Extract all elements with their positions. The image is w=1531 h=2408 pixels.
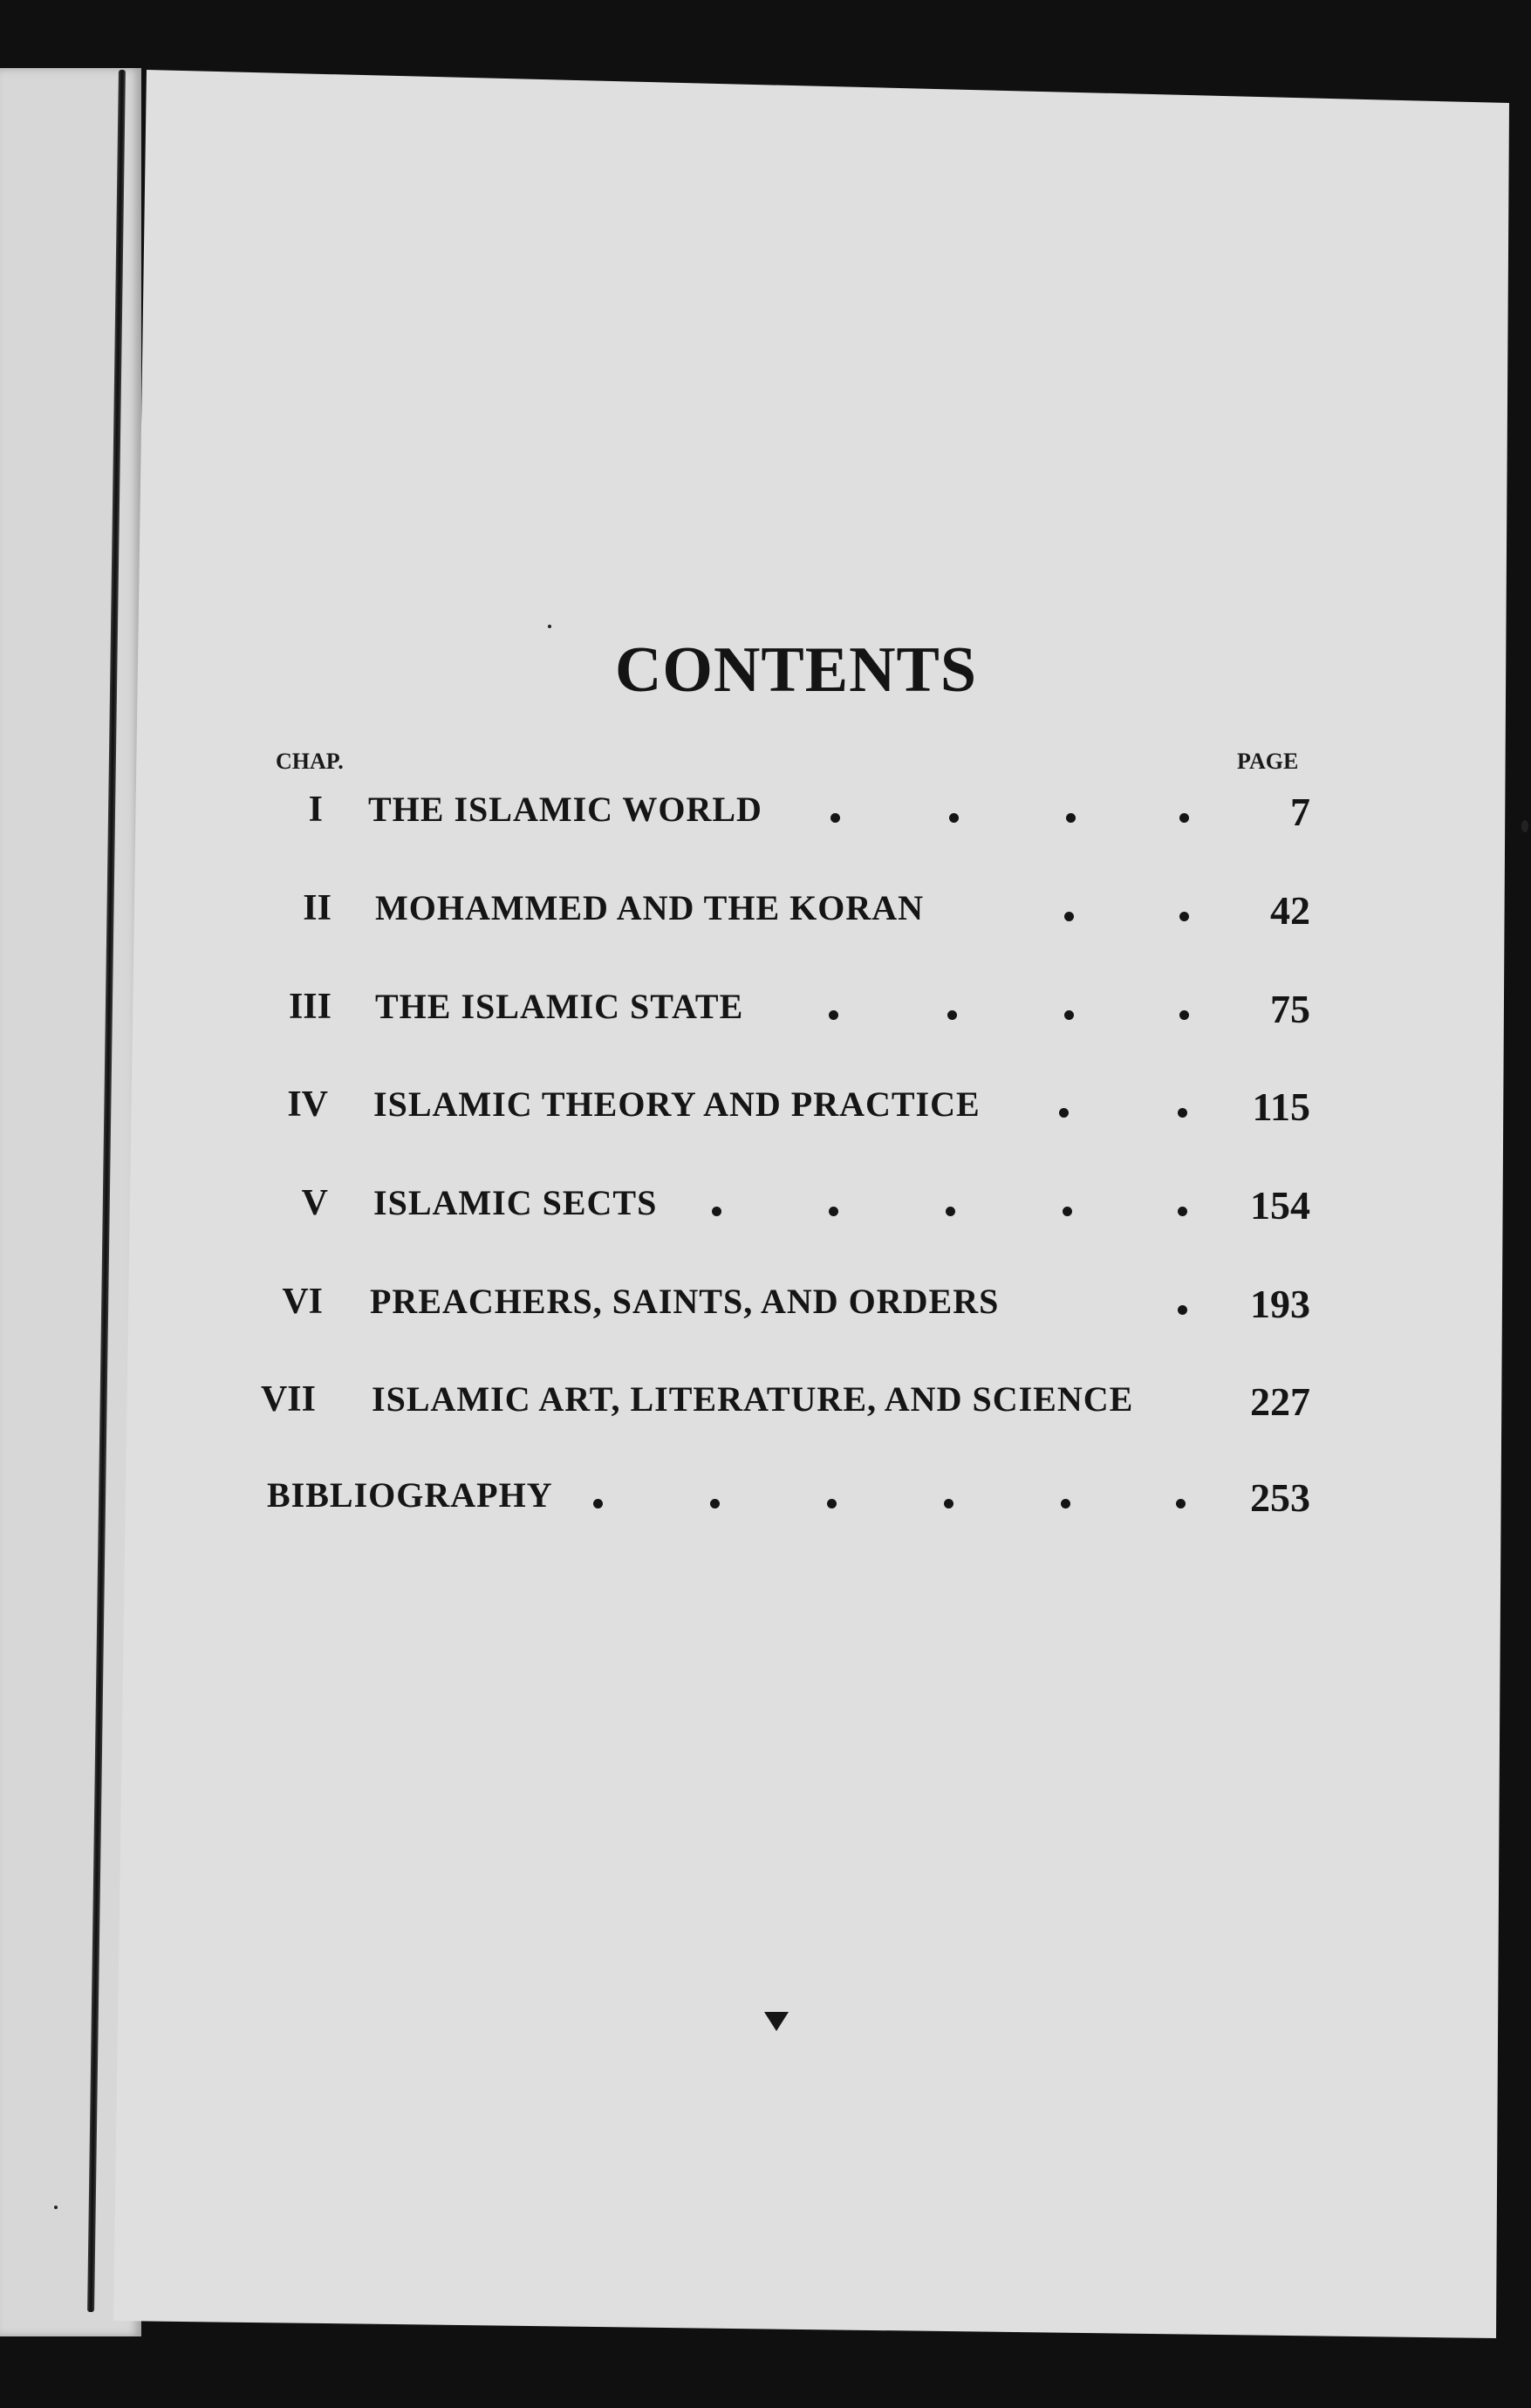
- bibliography-title: BIBLIOGRAPHY: [267, 1475, 553, 1515]
- scan-speck: [54, 2206, 58, 2209]
- leader-dot: [710, 1499, 720, 1508]
- toc-entry-5: [0, 1182, 1531, 1235]
- toc-entry-7: [0, 1378, 1531, 1431]
- chapter-title: ISLAMIC ART, LITERATURE, AND SCIENCE: [372, 1379, 1134, 1419]
- leader-dot: [827, 1499, 837, 1508]
- chapter-title: PREACHERS, SAINTS, AND ORDERS: [370, 1282, 1000, 1321]
- page-number: 42: [1270, 888, 1310, 933]
- chapter-number: II: [303, 888, 331, 928]
- chapter-number: V: [301, 1183, 328, 1223]
- page-number: 253: [1250, 1475, 1310, 1520]
- scan-speck: [548, 625, 551, 628]
- leader-dot: [1059, 1108, 1069, 1118]
- chapter-title: ISLAMIC SECTS: [373, 1183, 658, 1222]
- leader-dot: [1178, 1108, 1187, 1118]
- chapter-title: THE ISLAMIC STATE: [375, 987, 744, 1026]
- chapter-column-header: CHAP.: [276, 749, 344, 774]
- chapter-title: THE ISLAMIC WORLD: [368, 790, 762, 829]
- toc-entry-4: [0, 1084, 1531, 1136]
- leader-dot: [1064, 1010, 1074, 1020]
- leader-dot: [944, 1499, 953, 1508]
- page-number: 75: [1270, 987, 1310, 1031]
- leader-dot: [949, 813, 959, 823]
- leader-dot: [1178, 1305, 1187, 1315]
- leader-dot: [1176, 1499, 1186, 1508]
- leader-dot: [712, 1207, 721, 1216]
- page-column-header: PAGE: [1237, 749, 1299, 774]
- leader-dot: [1063, 1207, 1072, 1216]
- toc-entry-1: [0, 789, 1531, 841]
- signature-mark-icon: [764, 2012, 789, 2031]
- page-number: 7: [1290, 790, 1310, 834]
- toc-entry-6: [0, 1281, 1531, 1333]
- chapter-number: VI: [282, 1282, 323, 1322]
- leader-dot: [593, 1499, 603, 1508]
- chapter-title: MOHAMMED AND THE KORAN: [375, 888, 925, 927]
- leader-dot: [829, 1207, 838, 1216]
- leader-dot: [1066, 813, 1076, 823]
- chapter-number: I: [308, 790, 323, 830]
- page-number: 193: [1250, 1282, 1310, 1326]
- page-number: 227: [1250, 1379, 1310, 1424]
- leader-dot: [946, 1207, 955, 1216]
- toc-entry-2: [0, 887, 1531, 940]
- leader-dot: [947, 1010, 957, 1020]
- leader-dot: [1178, 1207, 1187, 1216]
- chapter-title: ISLAMIC THEORY AND PRACTICE: [373, 1084, 981, 1124]
- chapter-number: IV: [287, 1084, 328, 1125]
- toc-entry-bibliography: [0, 1474, 1531, 1527]
- chapter-number: III: [288, 987, 331, 1027]
- page-number: 115: [1252, 1084, 1310, 1129]
- page-title: CONTENTS: [614, 634, 978, 706]
- toc-entry-3: [0, 986, 1531, 1038]
- page-number: 154: [1250, 1183, 1310, 1228]
- chapter-number: VII: [260, 1379, 316, 1419]
- scan-speck: [1521, 820, 1528, 832]
- leader-dot: [829, 1010, 838, 1020]
- leader-dot: [1064, 912, 1074, 921]
- leader-dot: [830, 813, 840, 823]
- leader-dot: [1061, 1499, 1070, 1508]
